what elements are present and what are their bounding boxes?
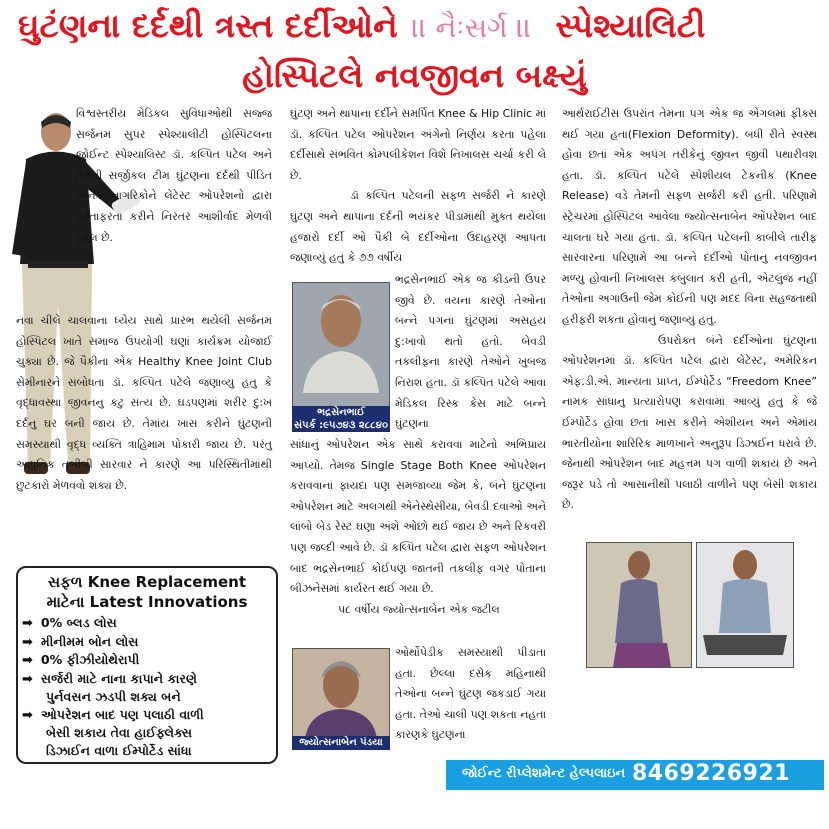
column-2-paragraph-2b: ભદ્રસેનભાઈ એક જ કીડની ઉપર જીવે છે. વયના કારણે તેઓના બન્ને પગના ઘુંટણમાં અસહય દુ:ખાવો થતો હતો. બેવડી તકલીફના કારણે તેઓને ખુબજ નિરાશ હતા. ડૉ કલ્પિત પટેલે આવા મેડિકલ રિસ્ક કેસ માટે બન્ને ઘુંટણના [395,273,546,431]
patient-2-caption: જ્યોત્સનાબેન પંડયા [292,736,390,750]
arrow-right-icon: ➡ [22,671,33,687]
list-item: ➡ ઓપરેશન બાદ પણ પલાઠી વાળી [22,706,204,723]
headline-line-2: હોસ્પિટલે નવજીવન બક્ષ્યું [242,56,587,95]
arrow-right-icon: ➡ [22,616,33,631]
patient-2-figure [293,649,389,739]
list-item: ➡ મીનીમમ બોન લોસ [22,633,139,650]
column-1-bottom [16,311,272,496]
column-2-top [290,104,546,269]
headline-part-2: સ્પેશ્યાલિટી [555,6,706,45]
helpline-number: 8469226921 [632,761,791,786]
helpline-bar [446,760,824,790]
list-item: ➡ સર્જરી માટે નાના કાપાને કારણે [22,670,198,687]
innovations-list [22,614,276,759]
column-3-paragraph-2: ઉપરોક્ત બંને દર્દીઓના ઘુંટણના ઓપરેશનમાં ડૉ. કલ્પિત પટેલ દ્વારા લેટેસ્ટ, અમેરિકન એફ.ડી.એ. માન્યતા પ્રાપ્ત, ઈમ્પોર્ટેડ “Freedom Knee” નામક સાંધાનુ પ્રત્યારોપણ કરાવામાં આવ્યું હતુ કે જે ઈમ્પોર્ટેડ હોવા છતાં ખાસ કરીને એશીયન અને એમાંય ભારતીયોના શારિરિક માળખાને અનુરૂપ ડિઝાઈન ધરાવે છે. જેનાથી ઓપરેશન બાદ મહત્તમ પગ વાળી શકાય છે અને જરૂર પડે તો આસાનીથી પલાઠી વાળીને પણ બેસી શકાય છે. [562,333,817,512]
innovations-title-1: સફળ Knee Replacement [47,573,247,591]
column-2-paragraph-3a: ૫૮ વર્ષીય જ્યોત્સનાબેન એક જટીલ [338,602,500,616]
headline-part-1: ઘુટંણના દર્દથી ત્રસ્ત દર્દીઓને [18,6,398,45]
patient-2-walking-figure [587,543,691,667]
column-2-paragraph-1: ઘુંટણ અને થાપાના દર્દીને સમર્પિત Knee & Hip Clinic માં ડૉ. કલ્પિત પટેલ ઓપરેશન અંગેનો નિર્ણય કરતા પહેલા દર્દીસાથે સંભવિત કોમ્પલીકેશન વિશે નિખાલસ ચર્ચા કરી લે છે. [290,107,546,182]
list-item: પુર્નવસન ઝડપી શક્ય બને [46,689,181,704]
headline-line-1 [18,6,818,52]
naisarg-logo: ।। નૈઃસર્ગ ।। [411,11,532,44]
column-2-paragraph-2c: સાંધાનું ઓપરેશન એક સાથે કરાવવા માટેનો અભિપ્રાય આપ્યો. તેમજ Single Stage Both Knee ઓપરેશન કરાવવાનાં ફાયદા પણ સમજાવ્યા જેમ કે, બંને ઘુંટણના ઓપરેશન માટે અલગથી એનેસ્થેસીયા, બેવડી દવાઓ અને લાંબો બેડ રેસ્ટ ઘણા અંશે ઓછો થઈ જાય છે અને રિકવરી પણ જલ્દી આવે છે. ડૉ કલ્પિત પટેલ દ્વારા સફળ ઓપરેશન બાદ ભદ્રસેનભાઈ કોઈપણ જાતની તકલીફ વગર પોતાના બીઝનેસમાં કાર્યરત થઈ ગયા છે. [290,438,546,596]
innovations-box [16,566,278,764]
arrow-right-icon: ➡ [22,653,33,668]
patient-1-name: ભદ્રસેનભાઈ [317,407,365,418]
patient-2-walking-photo [586,542,692,668]
list-item: ડિઝાઈન વાળા ઈમ્પોર્ટેડ સાંધા [46,742,192,758]
patient-1-contact: સંપર્ક :૯૫૭૪૩ ૨૮૮૪૦ [293,420,388,431]
column-2-paragraph-3b: ઓર્થોપેડીક સમસ્યાથી પીડાતા હતા. છેલ્લા દસેક મહિનાથી તેઓના બન્ને ઘુંટણ જકડાઈ ગયા હતા. તેઓ ચાલી પણ શકતા નહતા કારણકે ઘુંટણના [395,646,546,742]
innovations-title-2: માટેના Latest Innovations [46,593,248,611]
helpline-label: જોઈન્ટ રીપ્લેશમેન્ટ હેલ્પલાઇન [462,766,626,781]
column-2-lower [290,435,546,620]
patient-1-sitting-figure [697,543,793,667]
list-item: ➡ 0% ફીઝીયોથેરાપી [22,652,140,668]
arrow-right-icon: ➡ [22,634,33,650]
patient-1-caption [292,406,390,432]
patient-1-sitting-photo [696,542,794,668]
patient-1-figure [293,283,389,393]
column-2-middle [395,270,546,435]
list-item: બેસી શકાય તેવા હાઈફ્લેક્સ [46,725,193,740]
column-3-paragraph-1: આર્થરાઈટીસ ઉપરાંત તેમના પગ એક જ એંગલમાં ફીક્સ થઈ ગયા હતા(Flexion Deformity). બધી રીતે સ્વસ્થ હોવા છતાં એક અપંગ તરીકેનું જીવન જીવી પથારીવશ હતા. ડૉ. કલ્પિત પટેલે સ્પેશીયલ ટેકનીક (Knee Release) વડે તેમની સફળ સર્જરી કરી હતી. પરિણામે સ્ટ્રેચરમાં હોસ્પિટલ આવેલા જ્યોત્સનાબેન ઓપરેશન બાદ ચાલતા ઘરે ગયા હતા. ડૉ. કલ્પિત પટેલની કાબીલે તારીફ સારવારના પરિણામે આ બન્ને દર્દીઓ પોતાનુ નવજીવન મળ્યુ હોવાની નિખાલસ કબુલાત કરી હતી, એટલુંજ નહીં તેઓના અગાઉની જેમ કોઈની પણ મદદ વિના સહજતાથી હરીફરી શકતા હોવાનું જણાવ્યું હતુ. [562,107,817,326]
arrow-right-icon: ➡ [22,707,33,723]
column-1-paragraph-2: નવા ચીલે ચાલવાના ધ્યેય સાથે પ્રારંભ થયેલી સર્જનમ હોસ્પિટલ ખાતે સમાજ ઉપયોગી ઘણાં કાર્યક્રમ યોજાઈ ચુક્યા છે. જે પૈકીના એક Healthy Knee Joint Club સેમીનારને સંબોધતા ડૉ. કલ્પિત પટેલે જણાવ્યુ હતુ કે વૃદ્ધાવસ્થા જીવનનુ કટુ સત્ય છે. ઘડપણમાં શરીર દુ:ખ દર્દનુ ઘર બની જાય છે. તેમાંય ખાસ કરીને ઘુંટણની સમસ્યાથી વૃદ્ધ વ્યક્તિ ત્રાહિમામ પોકારી જાય છે. પરંતુ આધુનિક તબીબી સારવાર ને કારણે આ પરિસ્થિતીમાંથી છુટકારો મેળવવો શક્ય છે. [16,314,272,492]
patient-1-photo [292,282,390,424]
column-2-paragraph-2a: ડૉ કલ્પિત પટેલની સફળ સર્જરી ને કારણે ઘુંટણ અને થાપાના દર્દની ભયંકર પીડામાંથી મુક્ત થયેલા હજારો દર્દી ઓ પૈકી બે દર્દીઓના ઉદાહરણ આપતા જણાવ્યું હતું કે ૭૭ વર્ષીય [290,189,546,265]
column-3 [562,104,817,516]
patient-2-photo [292,648,390,750]
column-1-paragraph-1: વિશ્વસ્તરીય મેડિકલ સુવિધાઓથી સજ્જ સર્જનમ સુપર સ્પેશ્યાલીટી હોસ્પિટલના જોઈન્ટ સ્પેશ્યાલિસ્ટ ડૉ. કલ્પિત પટેલ અને તેમની સર્જીકલ ટીમ ઘુંટણના દર્દથી પીડિત અનેક નાગરિકોને લેટેસ્ટ ઓપરેશનો દ્વારા હરતાફરતા કરીને નિરંતર આશીર્વાદ મેળવી રહેલ છે. [76,107,272,244]
list-item: ➡ 0% બ્લડ લોસ [22,615,117,631]
column-1-top [76,104,272,248]
column-2-bottom [395,643,546,746]
